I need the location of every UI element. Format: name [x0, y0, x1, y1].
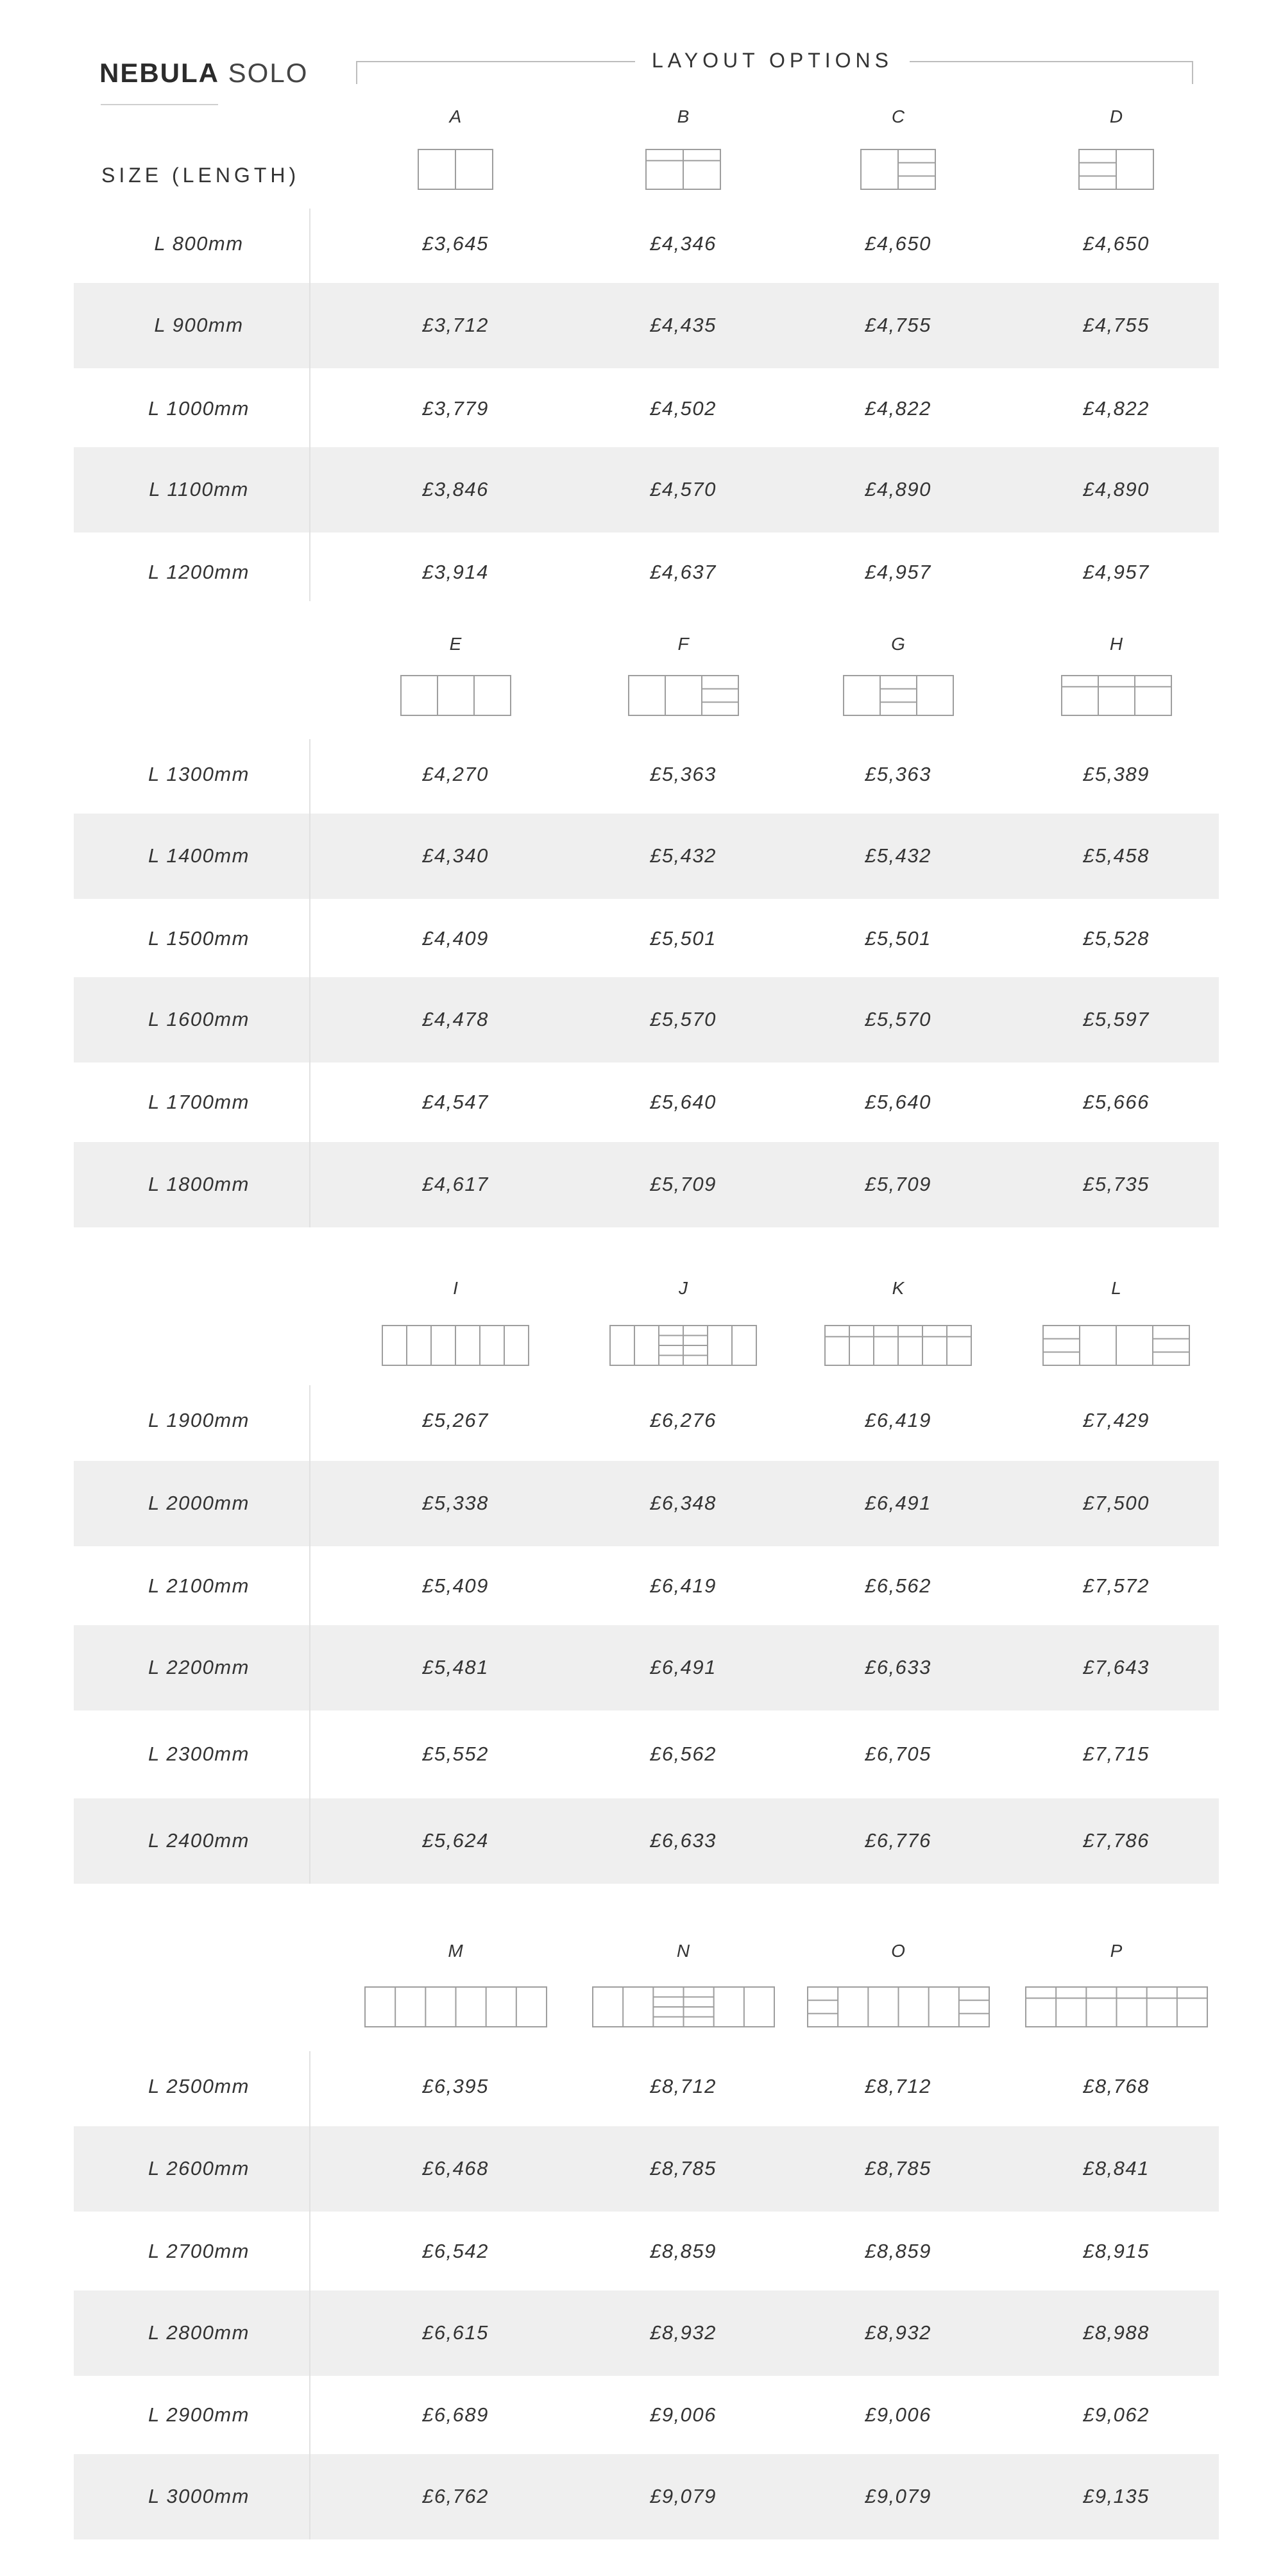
- size-cell: L 2800mm: [148, 2321, 250, 2344]
- layout-option-letter: N: [676, 1941, 690, 1961]
- size-cell: L 1700mm: [148, 1091, 250, 1113]
- price-cell: £6,491: [650, 1656, 717, 1678]
- price-cell: £6,395: [422, 2075, 489, 2097]
- layout-option-letter: I: [453, 1278, 458, 1298]
- price-cell: £4,755: [1083, 314, 1150, 336]
- price-cell: £4,570: [650, 478, 717, 500]
- price-cell: £4,409: [422, 927, 489, 950]
- price-cell: £6,776: [865, 1829, 931, 1852]
- size-cell: L 2700mm: [148, 2240, 250, 2262]
- size-cell: L 2500mm: [148, 2075, 250, 2097]
- price-cell: £5,528: [1083, 927, 1150, 950]
- price-cell: £8,932: [650, 2321, 717, 2344]
- price-cell: £5,640: [865, 1091, 931, 1113]
- price-cell: £5,409: [422, 1574, 489, 1597]
- price-cell: £3,779: [422, 397, 489, 420]
- price-cell: £5,552: [422, 1743, 489, 1765]
- layout-option-letter: P: [1110, 1941, 1123, 1961]
- price-cell: £5,338: [422, 1492, 489, 1514]
- price-cell: £4,650: [1083, 232, 1150, 255]
- price-cell: £6,419: [865, 1409, 931, 1431]
- layout-options-bracket-right: [910, 61, 1193, 84]
- price-cell: £5,363: [865, 763, 931, 785]
- price-cell: £6,689: [422, 2403, 489, 2426]
- price-cell: £6,615: [422, 2321, 489, 2344]
- layout-2-cabinets-split-top-icon: [645, 149, 721, 190]
- price-cell: £5,458: [1083, 844, 1150, 867]
- layout-2-cabinets-icon: [418, 149, 493, 190]
- size-cell: L 2000mm: [148, 1492, 250, 1514]
- price-cell: £9,006: [650, 2403, 717, 2426]
- price-cell: £4,755: [865, 314, 931, 336]
- price-cell: £4,822: [1083, 397, 1150, 420]
- layout-6-doors-center-drawers-icon: [609, 1325, 757, 1366]
- size-cell: L 2200mm: [148, 1656, 250, 1678]
- price-cell: £4,502: [650, 397, 717, 420]
- price-cell: £8,841: [1083, 2157, 1150, 2179]
- size-column-heading: SIZE (LENGTH): [101, 164, 300, 187]
- price-cell: £3,914: [422, 561, 489, 583]
- size-cell: L 1100mm: [149, 478, 249, 500]
- size-cell: L 1600mm: [148, 1008, 250, 1030]
- price-cell: £9,135: [1083, 2485, 1150, 2507]
- size-cell: L 1800mm: [148, 1173, 250, 1195]
- size-cell: L 1300mm: [148, 763, 250, 785]
- price-cell: £5,389: [1083, 763, 1150, 785]
- price-cell: £5,501: [865, 927, 931, 950]
- price-cell: £8,859: [865, 2240, 931, 2262]
- price-cell: £5,709: [865, 1173, 931, 1195]
- layout-6-doors-split-top-icon: [1025, 1986, 1208, 2027]
- layout-4-doors-end-drawers-icon: [1042, 1325, 1190, 1366]
- layout-option-letter: F: [677, 634, 689, 654]
- layout-option-letter: B: [677, 107, 690, 126]
- price-cell: £6,762: [422, 2485, 489, 2507]
- price-cell: £6,419: [650, 1574, 717, 1597]
- price-cell: £5,570: [865, 1008, 931, 1030]
- layout-options-bracket-left: [356, 61, 635, 84]
- price-cell: £4,637: [650, 561, 717, 583]
- layout-6-doors-end-drawers-icon: [807, 1986, 990, 2027]
- price-cell: £5,640: [650, 1091, 717, 1113]
- layout-option-letter: L: [1111, 1278, 1121, 1298]
- price-cell: £3,645: [422, 232, 489, 255]
- layout-3-cabinets-icon: [400, 675, 511, 716]
- size-cell: L 2300mm: [148, 1743, 250, 1765]
- price-cell: £9,079: [865, 2485, 931, 2507]
- size-cell: L 1900mm: [148, 1409, 250, 1431]
- price-cell: £4,547: [422, 1091, 489, 1113]
- price-cell: £9,079: [650, 2485, 717, 2507]
- price-cell: £6,491: [865, 1492, 931, 1514]
- size-cell: L 2600mm: [148, 2157, 250, 2179]
- size-cell: L 2100mm: [148, 1574, 250, 1597]
- price-cell: £8,785: [865, 2157, 931, 2179]
- price-cell: £6,562: [650, 1743, 717, 1765]
- price-cell: £8,932: [865, 2321, 931, 2344]
- price-cell: £9,062: [1083, 2403, 1150, 2426]
- brand-underline: [101, 104, 218, 105]
- price-cell: £7,786: [1083, 1829, 1150, 1852]
- price-cell: £6,562: [865, 1574, 931, 1597]
- brand-name-bold: NEBULA: [99, 58, 219, 88]
- price-cell: £4,957: [1083, 561, 1150, 583]
- price-cell: £4,346: [650, 232, 717, 255]
- price-cell: £6,633: [650, 1829, 717, 1852]
- price-cell: £3,712: [422, 314, 489, 336]
- price-cell: £5,432: [650, 844, 717, 867]
- price-cell: £8,988: [1083, 2321, 1150, 2344]
- price-cell: £8,915: [1083, 2240, 1150, 2262]
- layout-option-letter: J: [679, 1278, 688, 1298]
- price-cell: £4,435: [650, 314, 717, 336]
- price-cell: £7,643: [1083, 1656, 1150, 1678]
- layout-3-cabinets-right-drawers-icon: [628, 675, 739, 716]
- layout-6-doors-center-drawers-icon: [592, 1986, 775, 2027]
- price-cell: £8,785: [650, 2157, 717, 2179]
- price-cell: £4,890: [1083, 478, 1150, 500]
- size-cell: L 2400mm: [148, 1829, 250, 1852]
- price-cell: £5,570: [650, 1008, 717, 1030]
- price-cell: £4,890: [865, 478, 931, 500]
- price-cell: £5,501: [650, 927, 717, 950]
- size-cell: L 900mm: [154, 314, 244, 336]
- price-cell: £7,715: [1083, 1743, 1150, 1765]
- price-cell: £6,348: [650, 1492, 717, 1514]
- size-cell: L 1500mm: [148, 927, 250, 950]
- price-cell: £4,650: [865, 232, 931, 255]
- layout-6-doors-icon: [364, 1986, 547, 2027]
- layout-option-letter: G: [891, 634, 905, 654]
- size-column-divider: [309, 1385, 310, 1884]
- layout-option-letter: A: [449, 107, 462, 126]
- price-cell: £6,276: [650, 1409, 717, 1431]
- layout-option-letter: D: [1109, 107, 1123, 126]
- price-cell: £4,478: [422, 1008, 489, 1030]
- price-cell: £5,363: [650, 763, 717, 785]
- brand-title: [99, 58, 308, 89]
- price-cell: £6,542: [422, 2240, 489, 2262]
- price-cell: £5,624: [422, 1829, 489, 1852]
- size-cell: L 1000mm: [148, 397, 250, 420]
- layout-3-cabinets-center-drawers-icon: [843, 675, 954, 716]
- price-cell: £6,633: [865, 1656, 931, 1678]
- size-column-divider: [309, 739, 310, 1227]
- layout-6-doors-split-top-icon: [824, 1325, 972, 1366]
- price-cell: £4,957: [865, 561, 931, 583]
- price-cell: £8,768: [1083, 2075, 1150, 2097]
- price-cell: £7,500: [1083, 1492, 1150, 1514]
- brand-name-light: SOLO: [228, 58, 309, 88]
- layout-6-doors-icon: [382, 1325, 529, 1366]
- layout-option-letter: C: [891, 107, 905, 126]
- price-cell: £4,270: [422, 763, 489, 785]
- price-cell: £5,481: [422, 1656, 489, 1678]
- price-cell: £6,705: [865, 1743, 931, 1765]
- size-cell: L 2900mm: [148, 2403, 250, 2426]
- size-column-divider: [309, 2051, 310, 2539]
- price-cell: £4,340: [422, 844, 489, 867]
- price-cell: £5,432: [865, 844, 931, 867]
- size-cell: L 800mm: [154, 232, 244, 255]
- price-cell: £8,712: [650, 2075, 717, 2097]
- layout-2-cabinets-left-drawers-icon: [1078, 149, 1154, 190]
- layout-options-heading: LAYOUT OPTIONS: [652, 49, 893, 72]
- price-cell: £5,666: [1083, 1091, 1150, 1113]
- price-cell: £5,735: [1083, 1173, 1150, 1195]
- price-cell: £3,846: [422, 478, 489, 500]
- price-cell: £9,006: [865, 2403, 931, 2426]
- layout-option-letter: E: [449, 634, 462, 654]
- layout-3-cabinets-split-top-icon: [1061, 675, 1172, 716]
- layout-option-letter: K: [892, 1278, 905, 1298]
- price-cell: £5,709: [650, 1173, 717, 1195]
- price-cell: £7,572: [1083, 1574, 1150, 1597]
- layout-2-cabinets-right-drawers-icon: [860, 149, 936, 190]
- size-cell: L 1200mm: [148, 561, 250, 583]
- price-cell: £4,822: [865, 397, 931, 420]
- layout-option-letter: M: [448, 1941, 463, 1961]
- size-cell: L 1400mm: [148, 844, 250, 867]
- price-cell: £4,617: [422, 1173, 489, 1195]
- price-cell: £8,859: [650, 2240, 717, 2262]
- price-cell: £5,597: [1083, 1008, 1150, 1030]
- layout-option-letter: O: [891, 1941, 905, 1961]
- price-cell: £5,267: [422, 1409, 489, 1431]
- layout-option-letter: H: [1109, 634, 1123, 654]
- size-column-divider: [309, 209, 310, 601]
- size-cell: L 3000mm: [148, 2485, 250, 2507]
- price-cell: £7,429: [1083, 1409, 1150, 1431]
- price-cell: £8,712: [865, 2075, 931, 2097]
- price-cell: £6,468: [422, 2157, 489, 2179]
